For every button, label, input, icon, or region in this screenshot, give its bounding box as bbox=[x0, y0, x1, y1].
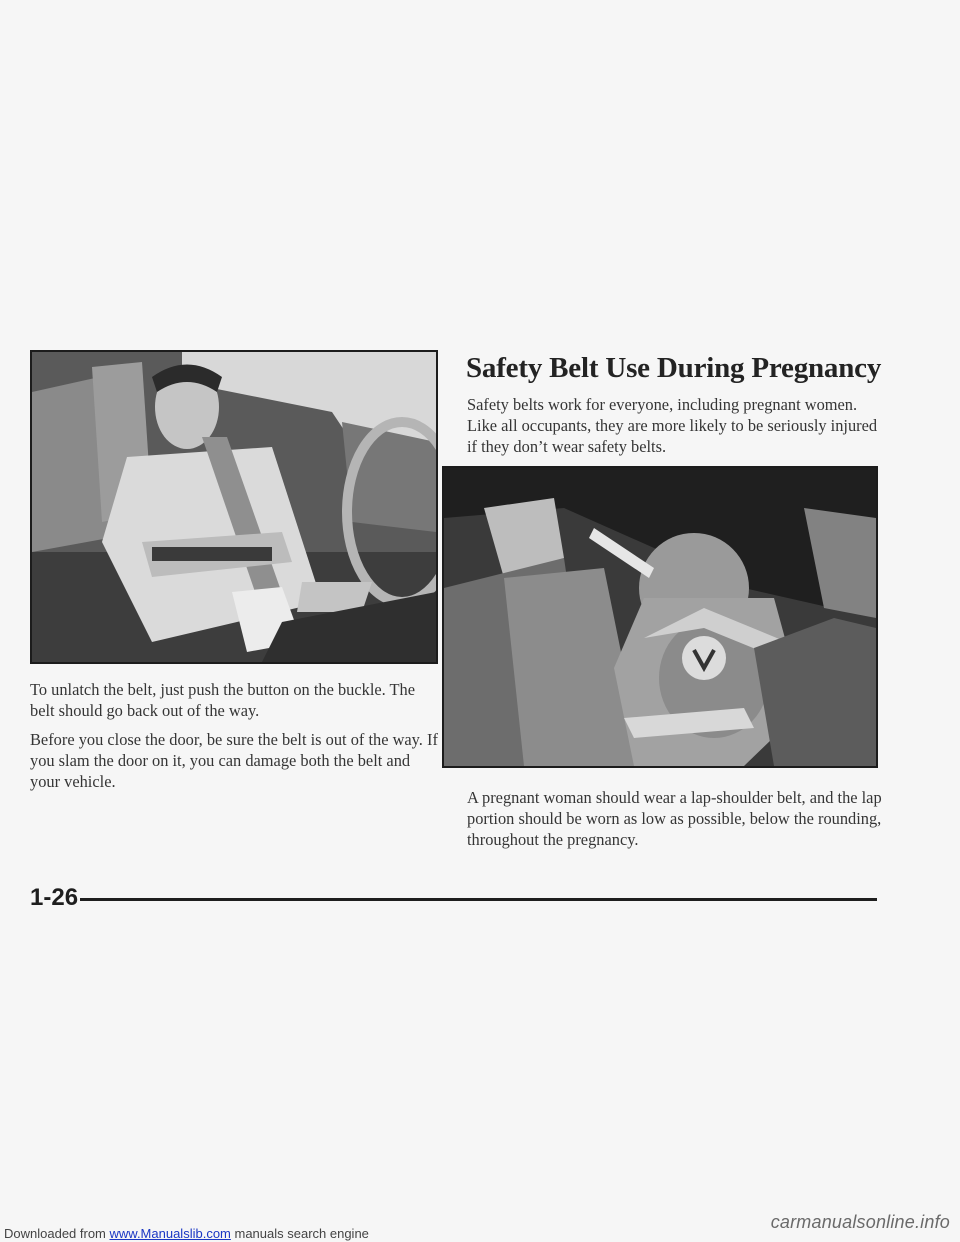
footer-suffix: manuals search engine bbox=[230, 1226, 369, 1241]
close-door-paragraph: Before you close the door, be sure the belt is out of the way. If you slam the door on it, you can damage both the belt and your vehicle. bbox=[30, 730, 438, 791]
man-unbuckling-belt-illustration bbox=[30, 350, 438, 664]
unlatch-paragraph: To unlatch the belt, just push the button on the buckle. The belt should go back out of the way. bbox=[30, 680, 416, 720]
pregnant-woman-belted-illustration bbox=[442, 466, 878, 768]
manualslib-link[interactable]: www.Manualslib.com bbox=[109, 1226, 231, 1241]
page-heading: Safety Belt Use During Pregnancy bbox=[466, 352, 882, 384]
watermark: carmanualsonline.info bbox=[770, 1212, 950, 1232]
page-rule bbox=[80, 898, 877, 901]
intro-paragraph: Safety belts work for everyone, including pregnant women. Like all occupants, they are more likely to be seriously injured if they don’t wear safety belts. bbox=[467, 395, 878, 456]
pregnant-paragraph: A pregnant woman should wear a lap-shoulder belt, and the lap portion should be worn as low as possible, below the rounding, throughout the pregnancy. bbox=[467, 788, 882, 849]
page-number: 1-26 bbox=[30, 884, 79, 911]
footer-prefix: Downloaded from bbox=[4, 1226, 110, 1241]
